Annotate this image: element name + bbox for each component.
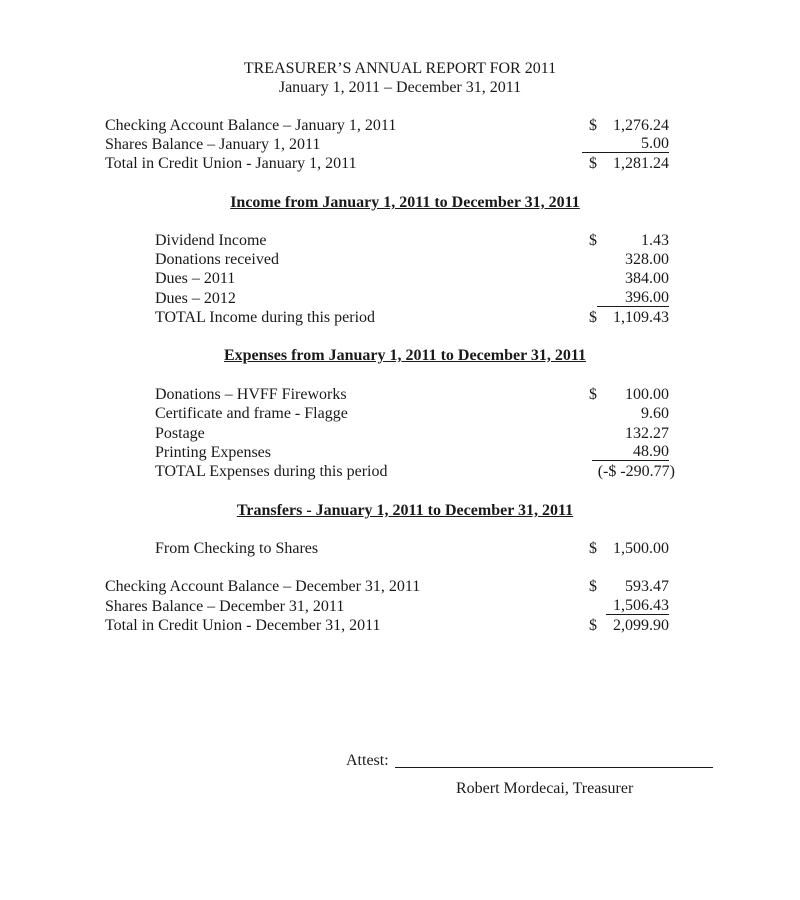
row-amount: 1,281.24 — [613, 155, 669, 172]
opening-checking-row — [105, 116, 800, 135]
row-label: Total in Credit Union - January 1, 2011 — [105, 155, 357, 172]
row-label: Printing Expenses — [155, 444, 271, 461]
dollar-sign: $ — [589, 232, 597, 249]
row-label: Postage — [155, 425, 205, 442]
dollar-sign: $ — [589, 155, 597, 172]
row-label: Checking Account Balance – December 31, 2011 — [105, 578, 421, 595]
dollar-sign: $ — [589, 578, 597, 595]
row-amount: 593.47 — [625, 578, 669, 595]
income-row — [155, 269, 800, 288]
expense-total-row — [155, 462, 800, 481]
row-amount: 328.00 — [625, 251, 669, 268]
treasurer-name: Robert Mordecai, Treasurer — [456, 780, 634, 797]
expense-row — [155, 443, 800, 462]
row-amount: 100.00 — [625, 386, 669, 403]
expenses-heading: Expenses from January 1, 2011 to December 31, 2011 — [223, 347, 587, 364]
row-label: Dues – 2011 — [155, 270, 236, 287]
income-row — [155, 289, 800, 308]
row-amount: 1,109.43 — [613, 309, 669, 326]
row-amount: 9.60 — [641, 405, 669, 422]
transfers-heading: Transfers - January 1, 2011 to December 31, 2011 — [236, 502, 574, 519]
opening-total-row — [105, 154, 800, 173]
signature-line — [395, 767, 713, 768]
row-amount: 5.00 — [582, 135, 669, 153]
row-amount: 1,500.00 — [613, 540, 669, 557]
dollar-sign: $ — [589, 617, 597, 634]
expense-row — [155, 404, 800, 423]
report-title: TREASURER’S ANNUAL REPORT FOR 2011 — [243, 60, 557, 77]
income-row — [155, 250, 800, 269]
row-amount: 48.90 — [592, 443, 669, 461]
report-period: January 1, 2011 – December 31, 2011 — [278, 79, 522, 96]
dollar-sign: $ — [589, 117, 597, 134]
row-label: Donations received — [155, 251, 279, 268]
expense-row — [155, 424, 800, 443]
row-amount: 384.00 — [625, 270, 669, 287]
row-amount: 1.43 — [641, 232, 669, 249]
row-amount: 132.27 — [625, 425, 669, 442]
row-amount: (-$ -290.77) — [597, 463, 675, 480]
row-label: TOTAL Expenses during this period — [155, 463, 388, 480]
row-label: Dues – 2012 — [155, 290, 236, 307]
row-amount: 1,276.24 — [613, 117, 669, 134]
row-label: Shares Balance – December 31, 2011 — [105, 598, 345, 615]
row-amount: 396.00 — [597, 289, 669, 307]
row-label: Shares Balance – January 1, 2011 — [105, 136, 321, 153]
closing-checking-row — [105, 577, 800, 596]
income-heading: Income from January 1, 2011 to December 31, 2011 — [230, 194, 580, 211]
transfer-row — [155, 539, 800, 558]
row-amount: 1,506.43 — [606, 597, 669, 615]
row-label: Checking Account Balance – January 1, 2011 — [105, 117, 397, 134]
row-label: From Checking to Shares — [155, 540, 319, 557]
dollar-sign: $ — [589, 386, 597, 403]
row-label: Dividend Income — [155, 232, 267, 249]
row-amount: 2,099.90 — [613, 617, 669, 634]
dollar-sign: $ — [589, 309, 597, 326]
dollar-sign: $ — [589, 540, 597, 557]
row-label: Donations – HVFF Fireworks — [155, 386, 347, 403]
income-total-row — [155, 308, 800, 327]
income-row — [155, 231, 800, 250]
attest-label: Attest: — [346, 752, 389, 769]
opening-shares-row — [105, 135, 800, 154]
closing-total-row — [105, 616, 800, 635]
row-label: Certificate and frame - Flagge — [155, 405, 348, 422]
row-label: TOTAL Income during this period — [155, 309, 376, 326]
row-label: Total in Credit Union - December 31, 2011 — [105, 617, 381, 634]
expense-row — [155, 385, 800, 404]
closing-shares-row — [105, 597, 800, 616]
